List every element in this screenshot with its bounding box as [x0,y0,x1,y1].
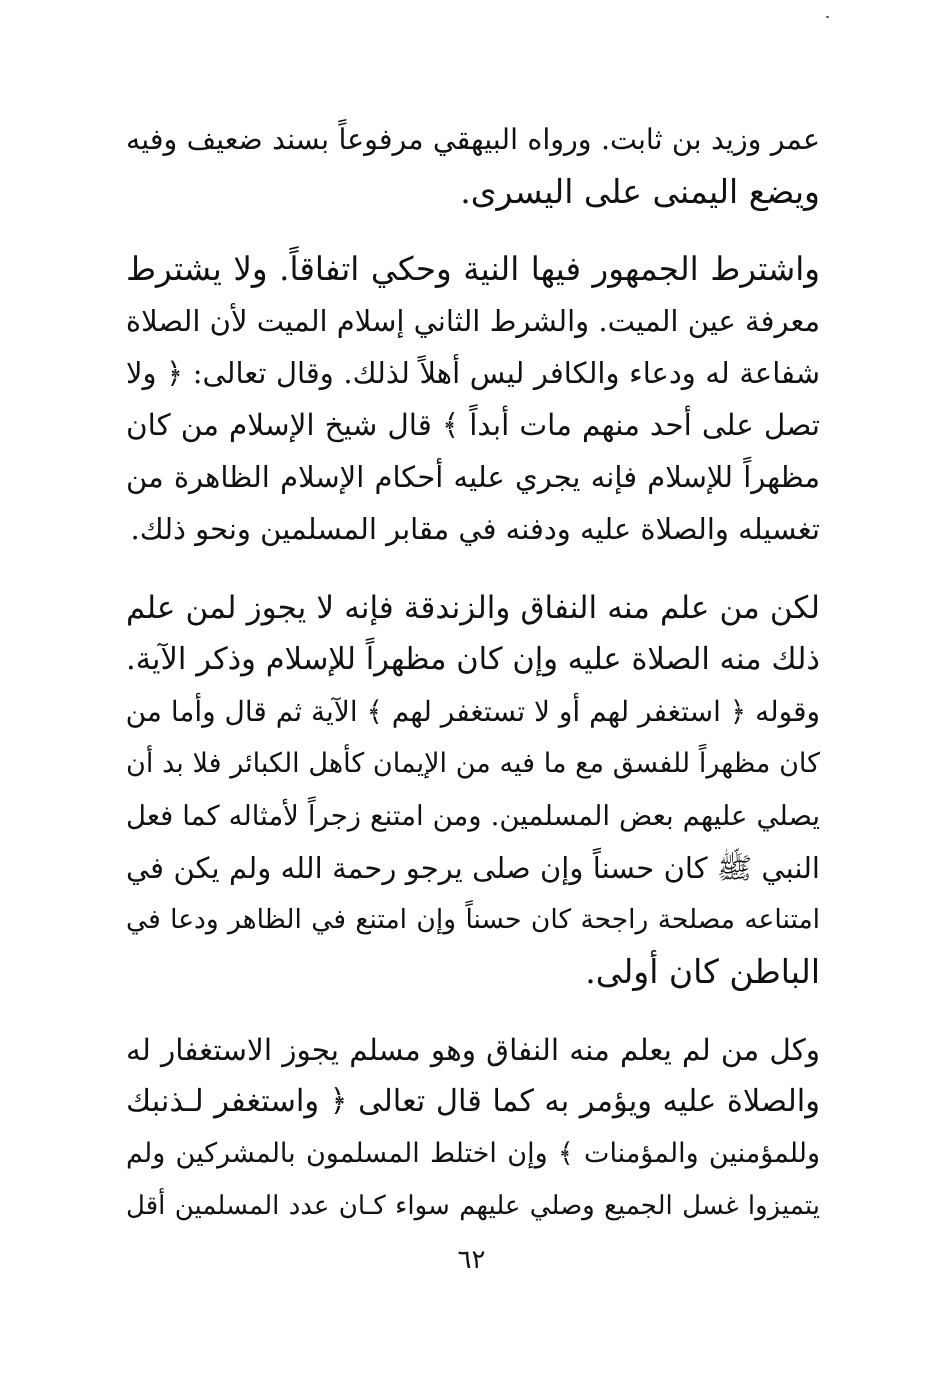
paragraph-3 [126,582,820,998]
text-line: ذلك منه الصلاة عليه وإن كان مظهراً للإسلام وذكر الآية. [126,642,820,677]
text-line: يتميزوا غسل الجميع وصلي عليهم سواء كـان عدد المسلمين أقل [126,1191,820,1221]
text-line: كان مظهراً للفسق مع ما فيه من الإيمان كأهل الكبائر فلا بد أن [126,748,820,779]
text-line: معرفة عين الميت. والشرط الثاني إسلام الميت لأن الصلاة [125,304,820,338]
scan-speck [826,16,829,18]
text-line: والصلاة عليه ويؤمر به كما قال تعالى ﴿ واستغفر لـذنبك [126,1084,820,1119]
text-line: ويضع اليمنى على اليسرى. [460,172,820,211]
paragraph-2 [126,243,820,555]
text-line: شفاعة له ودعاء والكافر ليس أهلاً لذلك. وقال تعالى: ﴿ ولا [126,356,820,390]
text-line: مظهراً للإسلام فإنه يجري عليه أحكام الإسلام الظاهرة من [126,460,820,494]
text-line: وكل من لم يعلم منه النفاق وهو مسلم يجوز الاستغفار له [126,1033,820,1067]
text-line: امتناعه مصلحة راجحة كان حسناً وإن امتنع في الظاهر ودعا في [126,904,820,935]
text-line: لكن من علم منه النفاق والزندقة فإنه لا يجوز لمن علم [126,590,820,626]
text-line: تغسيله والصلاة عليه ودفنه في مقابر المسلمين ونحو ذلك. [130,512,820,546]
text-line: الباطن كان أولى. [585,952,820,991]
text-line: تصل على أحد منهم مات أبداً ﴾ قال شيخ الإسلام من كان [126,408,820,442]
text-line: يصلي عليهم بعض المسلمين. ومن امتنع زجراً لأمثاله كما فعل [126,800,820,832]
text-line: وقوله ﴿ استغفر لهم أو لا تستغفر لهم ﴾ الآية ثم قال وأما من [125,695,820,728]
text-line: واشترط الجمهور فيها النية وحكي اتفاقاً. ولا يشترط [126,250,820,288]
page-number: ٦٢ [457,1245,486,1275]
text-line: عمر وزيد بن ثابت. ورواه البيهقي مرفوعاً بسند ضعيف وفيه [126,123,820,156]
text-line: النبي ﷺ كان حسناً وإن صلى يرجو رحمة الله ولم يكن في [126,851,820,885]
text-line: وللمؤمنين والمؤمنات ﴾ وإن اختلط المسلمون بالمشركين ولم [126,1138,820,1169]
paragraph-1 [126,114,820,218]
paragraph-4 [126,1024,820,1232]
